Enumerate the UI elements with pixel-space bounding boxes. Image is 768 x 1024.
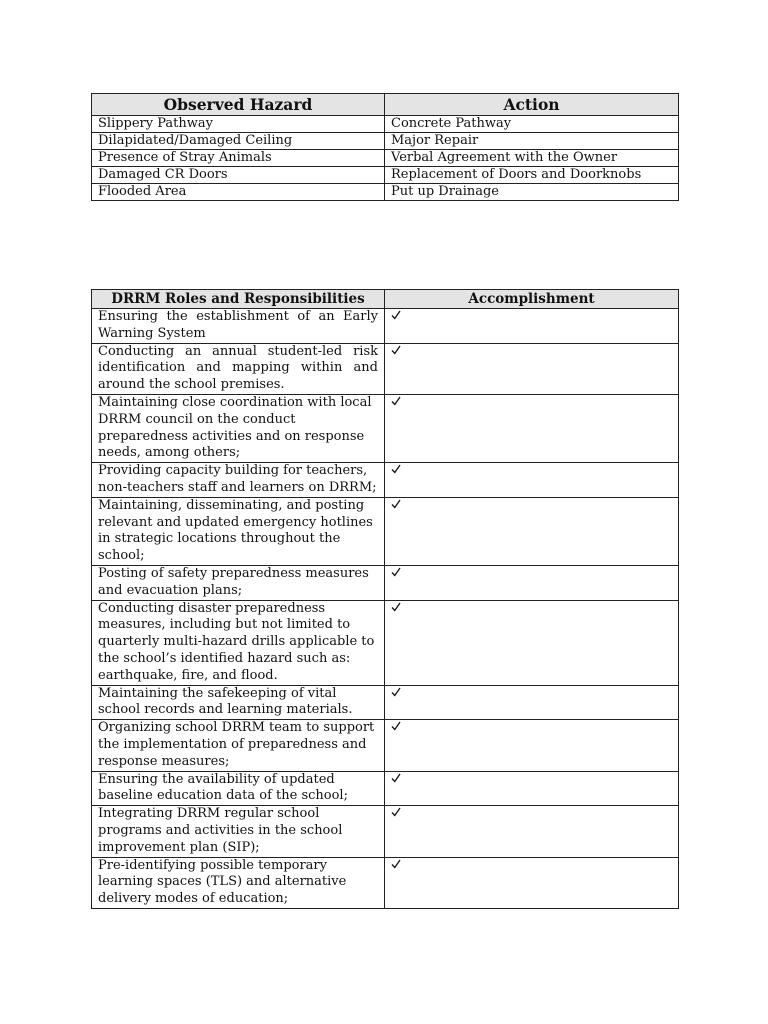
accomplishment-cell — [385, 685, 679, 720]
header-accomplishment: Accomplishment — [385, 290, 679, 309]
table-row — [92, 771, 679, 806]
table-row — [92, 394, 679, 462]
check-icon — [391, 602, 401, 612]
accomplishment-cell — [385, 857, 679, 908]
header-observed-hazard: Observed Hazard — [92, 94, 385, 116]
check-icon — [391, 687, 401, 697]
role-cell: Organizing school DRRM team to support the implementation of preparedness and response measures; — [92, 720, 385, 771]
table-row — [92, 685, 679, 720]
role-cell: Conducting disaster preparedness measures, including but not limited to quarterly multi-hazard drills applicable to the school’s identified hazard such as: earthquake, fire, and flood. — [92, 600, 385, 685]
action-cell: Major Repair — [385, 133, 679, 150]
action-cell: Concrete Pathway — [385, 116, 679, 133]
table-row — [92, 167, 679, 184]
table-header-row — [92, 94, 679, 116]
action-cell: Verbal Agreement with the Owner — [385, 150, 679, 167]
table-row — [92, 720, 679, 771]
check-icon — [391, 310, 401, 320]
table-row — [92, 497, 679, 565]
table-row — [92, 184, 679, 201]
check-icon — [391, 499, 401, 509]
hazard-action-table — [91, 93, 679, 201]
hazard-cell: Dilapidated/Damaged Ceiling — [92, 133, 385, 150]
accomplishment-cell — [385, 343, 679, 394]
check-icon — [391, 345, 401, 355]
drrm-roles-table — [91, 289, 679, 909]
hazard-cell: Presence of Stray Animals — [92, 150, 385, 167]
table-row — [92, 116, 679, 133]
table-row — [92, 309, 679, 344]
check-icon — [391, 567, 401, 577]
role-cell: Conducting an annual student-led risk identification and mapping within and around the school premises. — [92, 343, 385, 394]
role-cell: Posting of safety preparedness measures and evacuation plans; — [92, 565, 385, 600]
table-row — [92, 857, 679, 908]
role-cell: Maintaining, disseminating, and posting relevant and updated emergency hotlines in strategic locations throughout the school; — [92, 497, 385, 565]
check-icon — [391, 464, 401, 474]
table-row — [92, 343, 679, 394]
accomplishment-cell — [385, 497, 679, 565]
table-row — [92, 806, 679, 857]
role-cell: Integrating DRRM regular school programs and activities in the school improvement plan (SIP); — [92, 806, 385, 857]
role-cell: Providing capacity building for teachers, non-teachers staff and learners on DRRM; — [92, 463, 385, 498]
check-icon — [391, 721, 401, 731]
drrm-table-body — [92, 309, 679, 909]
action-cell: Replacement of Doors and Doorknobs — [385, 167, 679, 184]
accomplishment-cell — [385, 600, 679, 685]
table-row — [92, 463, 679, 498]
table-row — [92, 133, 679, 150]
accomplishment-cell — [385, 720, 679, 771]
action-cell: Put up Drainage — [385, 184, 679, 201]
role-cell: Maintaining the safekeeping of vital school records and learning materials. — [92, 685, 385, 720]
table-row — [92, 565, 679, 600]
table-row — [92, 600, 679, 685]
accomplishment-cell — [385, 309, 679, 344]
role-cell: Ensuring the establishment of an Early Warning System — [92, 309, 385, 344]
check-icon — [391, 859, 401, 869]
accomplishment-cell — [385, 771, 679, 806]
accomplishment-cell — [385, 565, 679, 600]
header-drrm-roles: DRRM Roles and Responsibilities — [92, 290, 385, 309]
accomplishment-cell — [385, 394, 679, 462]
hazard-cell: Slippery Pathway — [92, 116, 385, 133]
role-cell: Pre-identifying possible temporary learning spaces (TLS) and alternative delivery modes of education; — [92, 857, 385, 908]
table-header-row — [92, 290, 679, 309]
check-icon — [391, 807, 401, 817]
check-icon — [391, 396, 401, 406]
accomplishment-cell — [385, 806, 679, 857]
accomplishment-cell — [385, 463, 679, 498]
hazard-cell: Damaged CR Doors — [92, 167, 385, 184]
hazard-cell: Flooded Area — [92, 184, 385, 201]
header-action: Action — [385, 94, 679, 116]
table-row — [92, 150, 679, 167]
role-cell: Maintaining close coordination with local DRRM council on the conduct preparedness activities and on response needs, among others; — [92, 394, 385, 462]
role-cell: Ensuring the availability of updated baseline education data of the school; — [92, 771, 385, 806]
check-icon — [391, 773, 401, 783]
